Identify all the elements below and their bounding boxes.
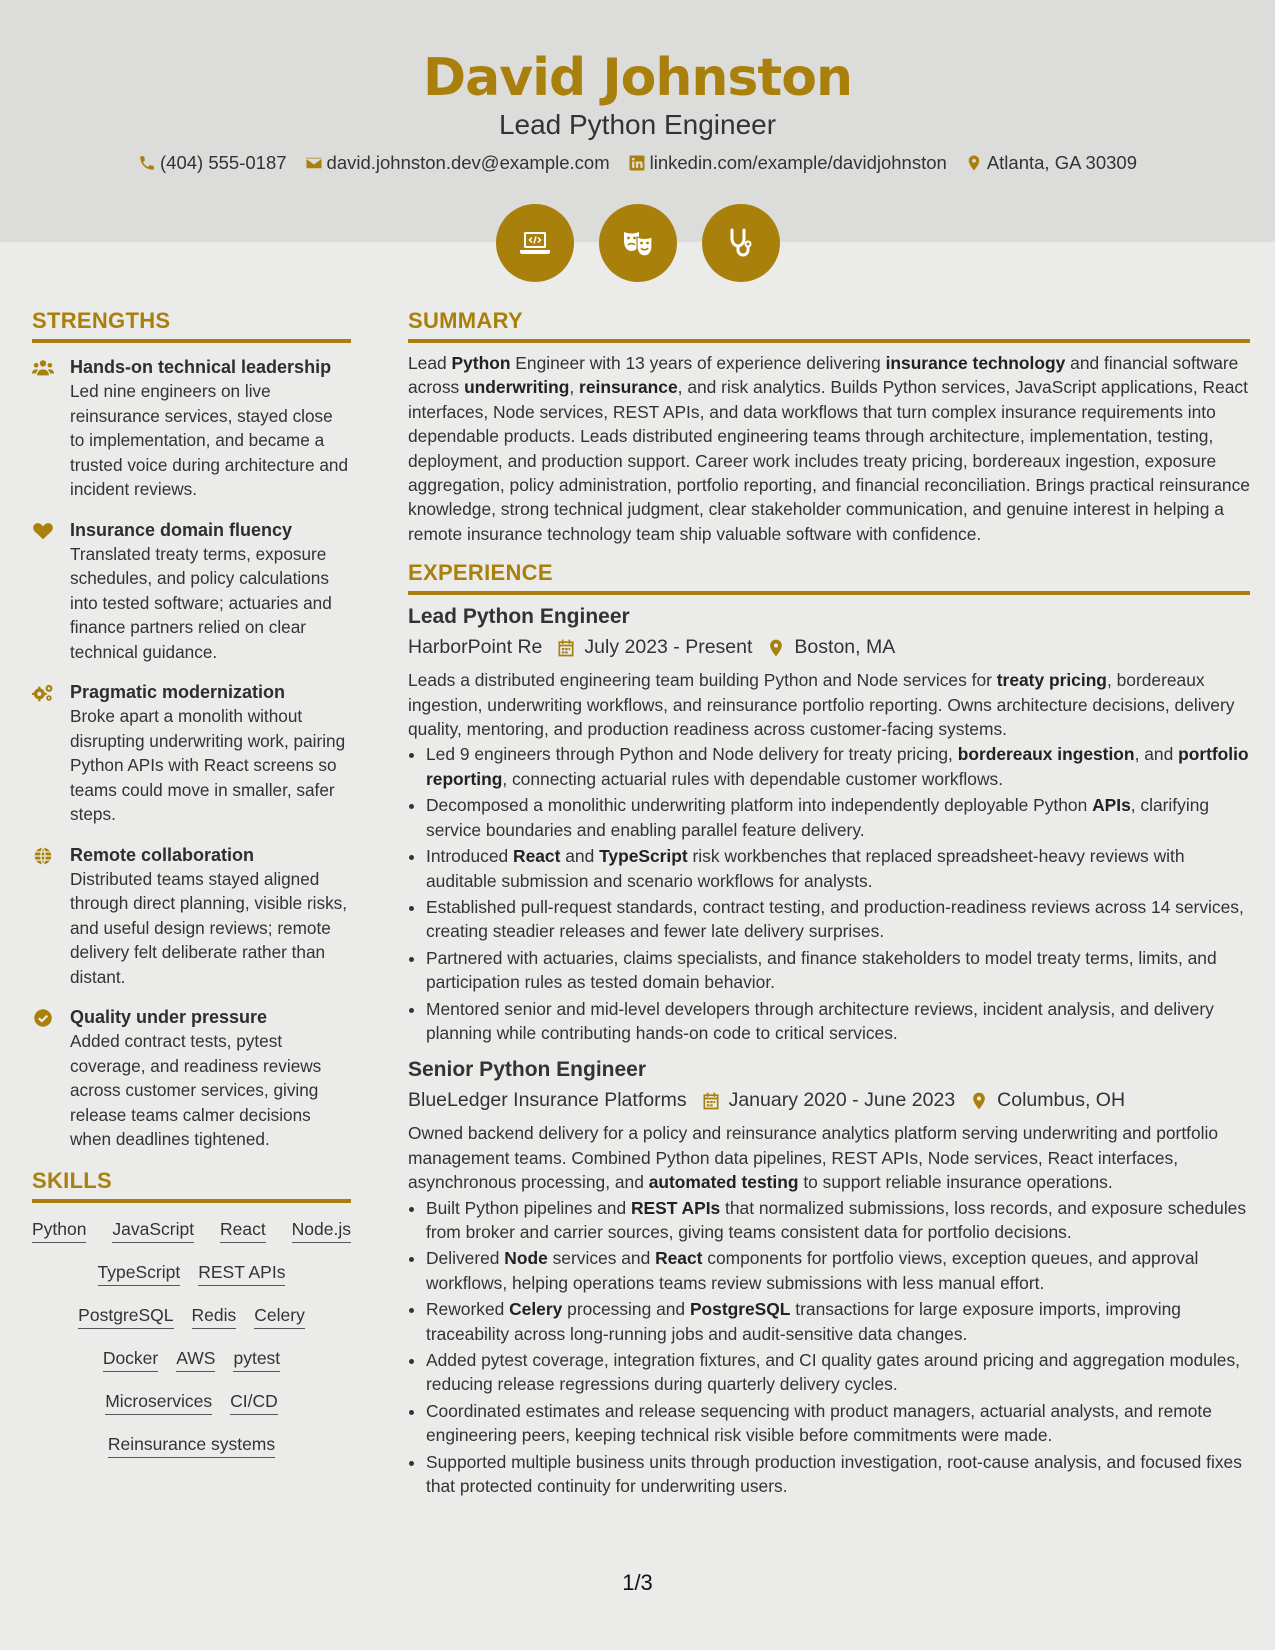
- bold-term: treaty pricing: [996, 670, 1107, 691]
- job-dates: July 2023 - Present: [584, 636, 753, 659]
- skill-tag: CI/CD: [230, 1391, 278, 1415]
- job-company: HarborPoint Re: [408, 636, 543, 659]
- skills-row: [32, 1305, 351, 1329]
- job-entry: [408, 603, 1250, 1045]
- calendar-icon: [556, 638, 576, 658]
- bold-term: APIs: [1092, 795, 1131, 816]
- bold-term: reinsurance: [579, 377, 678, 398]
- strength-item: [32, 843, 351, 990]
- candidate-name: David Johnston: [423, 48, 852, 108]
- candidate-role: Lead Python Engineer: [498, 109, 777, 140]
- skill-tag: Microservices: [105, 1391, 212, 1415]
- cogs-icon: [32, 683, 54, 703]
- contact-phone[interactable]: [138, 152, 287, 174]
- job-bullet: • Decomposed a monolithic underwriting platform into independently deployable Python APIs, clarifying service boundaries and enabling parallel feature delivery.: [426, 793, 1250, 842]
- bold-term: React: [655, 1248, 703, 1269]
- experience-heading: EXPERIENCE: [408, 560, 1250, 595]
- job-bullet: • Established pull-request standards, contract testing, and production-readiness reviews across 14 services, creating steadier releases and fewer late delivery surprises.: [426, 895, 1250, 944]
- job-bullet: • Coordinated estimates and release sequencing with product managers, actuarial analysts, and remote engineering peers, keeping technical risk visible before commitments were made.: [426, 1399, 1250, 1448]
- job-entry: [408, 1056, 1250, 1498]
- contact-row: [0, 152, 1275, 174]
- left-column: [32, 308, 351, 1477]
- job-bullet: • Built Python pipelines and REST APIs that normalized submissions, loss records, and exposure schedules from broker and carrier sources, giving teams consistent data for portfolio decisions.: [426, 1196, 1250, 1245]
- interest-icons: [0, 204, 1275, 282]
- strength-title: Insurance domain fluency: [70, 519, 293, 540]
- job-bullet: • Led 9 engineers through Python and Node delivery for treaty pricing, bordereaux ingestion, and portfolio reporting, connecting actuarial rules with dependable customer workflows.: [426, 742, 1250, 791]
- globe-icon: [32, 846, 54, 866]
- job-bullet: • Added pytest coverage, integration fixtures, and CI quality gates around pricing and aggregation modules, reducing release regressions during quarterly delivery cycles.: [426, 1348, 1250, 1397]
- bold-term: portfolio reporting: [426, 744, 1249, 789]
- map-pin-icon: [969, 1091, 989, 1111]
- phone-text: (404) 555-0187: [160, 152, 287, 173]
- strength-title: Quality under pressure: [70, 1007, 268, 1027]
- job-description: Leads a distributed engineering team building Python and Node services for treaty pricing, bordereaux ingestion, underwriting workflows, and reinsurance portfolio reporting. Owns architecture decisions, delivery quality, mentoring, and production readiness across customer-facing systems.: [408, 670, 1235, 740]
- linkedin-text: linkedin.com/example/davidjohnston: [649, 152, 947, 173]
- strengths-list: [32, 355, 351, 1152]
- skill-tag: Python: [32, 1219, 86, 1243]
- calendar-icon: [701, 1091, 721, 1111]
- bold-term: React: [513, 846, 561, 867]
- strength-item: [32, 680, 351, 827]
- skill-tag: Redis: [192, 1305, 237, 1329]
- strength-title: Pragmatic modernization: [70, 682, 286, 702]
- theater-masks-icon: [599, 204, 677, 282]
- job-bullet: • Delivered Node services and React components for portfolio views, exception queues, and approval workflows, helping operations teams review submissions with less manual effort.: [426, 1246, 1250, 1295]
- strengths-heading: STRENGTHS: [32, 308, 351, 343]
- job-meta: [408, 1087, 1250, 1114]
- laptop-code-icon: [496, 204, 574, 282]
- strength-item: [32, 1005, 351, 1152]
- map-pin-icon: [965, 154, 983, 172]
- strength-desc: Broke apart a monolith without disrupting underwriting work, pairing Python APIs with React screens so teams could move in smaller, safer steps.: [70, 706, 346, 824]
- skill-tag: AWS: [176, 1348, 215, 1372]
- strength-desc: Distributed teams stayed aligned through direct planning, visible risks, and useful design reviews; remote delivery felt deliberate rather than distant.: [70, 868, 348, 987]
- summary-heading: SUMMARY: [408, 308, 1250, 343]
- strength-desc: Translated treaty terms, exposure schedules, and policy calculations into tested software; actuaries and finance partners relied on clear technical guidance.: [70, 543, 332, 662]
- bold-term: automated testing: [648, 1172, 799, 1193]
- job-dates: January 2020 - June 2023: [728, 1089, 956, 1112]
- bold-term: underwriting: [464, 377, 570, 398]
- right-column: [408, 308, 1250, 1500]
- contact-email[interactable]: [305, 152, 610, 174]
- job-bullet: • Supported multiple business units through production investigation, root-cause analysis, and focused fixes that protected continuity for underwriting users.: [426, 1450, 1250, 1499]
- job-bullets: [408, 1196, 1250, 1499]
- job-description: Owned backend delivery for a policy and reinsurance analytics platform serving underwriting and portfolio management teams. Combined Python data pipelines, REST APIs, Node services, React interfaces, asynchronous processing, and automated testing to support reliable insurance operations.: [408, 1123, 1219, 1193]
- skill-tag: Node.js: [292, 1219, 351, 1243]
- map-pin-icon: [766, 638, 786, 658]
- summary-text: Lead Python Engineer with 13 years of experience delivering insurance technology and financial software across underwriting, reinsurance, and risk analytics. Builds Python services, JavaScript applications, React interfaces, Node services, REST APIs, and data workflows that turn complex insurance requirements into dependable products. Leads distributed engineering teams through architecture, implementation, testing, deployment, and production support. Career work includes treaty pricing, bordereaux ingestion, exposure aggregation, policy administration, portfolio reporting, and financial reconciliation. Brings practical reinsurance knowledge, strong technical judgment, clear stakeholder communication, and genuine interest in helping a remote insurance technology team ship valuable software with confidence.: [408, 353, 1250, 544]
- strength-item: [32, 355, 351, 502]
- strength-title: Remote collaboration: [70, 844, 255, 865]
- job-bullet: • Introduced React and TypeScript risk workbenches that replaced spreadsheet-heavy reviews with auditable submission and scenario workflows for analysts.: [426, 844, 1250, 893]
- location-text: Atlanta, GA 30309: [986, 152, 1137, 173]
- skill-tag: Reinsurance systems: [108, 1434, 275, 1458]
- skills-row: [32, 1434, 351, 1458]
- bold-term: PostgreSQL: [689, 1299, 791, 1320]
- skill-tag: JavaScript: [112, 1219, 194, 1243]
- skill-tag: REST APIs: [198, 1262, 285, 1286]
- strength-desc: Added contract tests, pytest coverage, and readiness reviews across customer services, giving release teams calmer decisions when deadlines tightened.: [70, 1031, 322, 1149]
- linkedin-icon: [628, 154, 646, 172]
- bold-term: Python: [451, 353, 511, 373]
- contact-linkedin[interactable]: [628, 152, 947, 174]
- skills-row: [32, 1219, 351, 1243]
- check-circle-icon: [32, 1008, 54, 1028]
- email-text: david.johnston.dev@example.com: [326, 152, 610, 173]
- bold-term: REST APIs: [630, 1197, 721, 1218]
- job-location: Columbus, OH: [997, 1089, 1126, 1112]
- page-number: 1/3: [622, 1570, 653, 1595]
- job-location: Boston, MA: [794, 636, 896, 659]
- stethoscope-icon: [702, 204, 780, 282]
- job-bullet: • Partnered with actuaries, claims specialists, and finance stakeholders to model treaty terms, limits, and participation rules as tested domain behavior.: [426, 946, 1250, 995]
- strength-desc: Led nine engineers on live reinsurance services, stayed close to implementation, and became a trusted voice during architecture and incident reviews.: [70, 381, 349, 499]
- strength-title: Hands-on technical leadership: [70, 357, 332, 377]
- job-bullets: [408, 742, 1250, 1045]
- job-company: BlueLedger Insurance Platforms: [408, 1089, 687, 1112]
- strength-item: [32, 518, 351, 665]
- job-bullet: • Mentored senior and mid-level developers through architecture reviews, incident analysis, and delivery planning while contributing hands-on code to critical services.: [426, 997, 1250, 1046]
- skill-tag: React: [220, 1219, 266, 1243]
- bold-term: Node: [504, 1248, 548, 1269]
- users-icon: [32, 358, 54, 378]
- phone-icon: [138, 154, 156, 172]
- envelope-icon: [305, 154, 323, 172]
- skill-tag: pytest: [233, 1348, 280, 1372]
- skills-row: [32, 1348, 351, 1372]
- heart-icon: [32, 521, 54, 541]
- job-bullet: • Reworked Celery processing and PostgreSQL transactions for large exposure imports, improving traceability across long-running jobs and audit-sensitive data changes.: [426, 1297, 1250, 1346]
- bold-term: bordereaux ingestion: [957, 744, 1135, 765]
- skill-tag: TypeScript: [98, 1262, 181, 1286]
- skill-tag: Celery: [254, 1305, 305, 1329]
- skills-list: [32, 1219, 351, 1458]
- skills-row: [32, 1262, 351, 1286]
- job-title: Lead Python Engineer: [408, 605, 630, 629]
- bold-term: Celery: [509, 1299, 563, 1320]
- bold-term: insurance technology: [885, 353, 1066, 373]
- job-meta: [408, 634, 1250, 661]
- skill-tag: PostgreSQL: [78, 1305, 173, 1329]
- skill-tag: Docker: [103, 1348, 158, 1372]
- skills-heading: SKILLS: [32, 1168, 351, 1203]
- job-title: Senior Python Engineer: [408, 1058, 647, 1082]
- contact-location: [965, 152, 1137, 174]
- skills-row: [32, 1391, 351, 1415]
- bold-term: TypeScript: [599, 846, 688, 867]
